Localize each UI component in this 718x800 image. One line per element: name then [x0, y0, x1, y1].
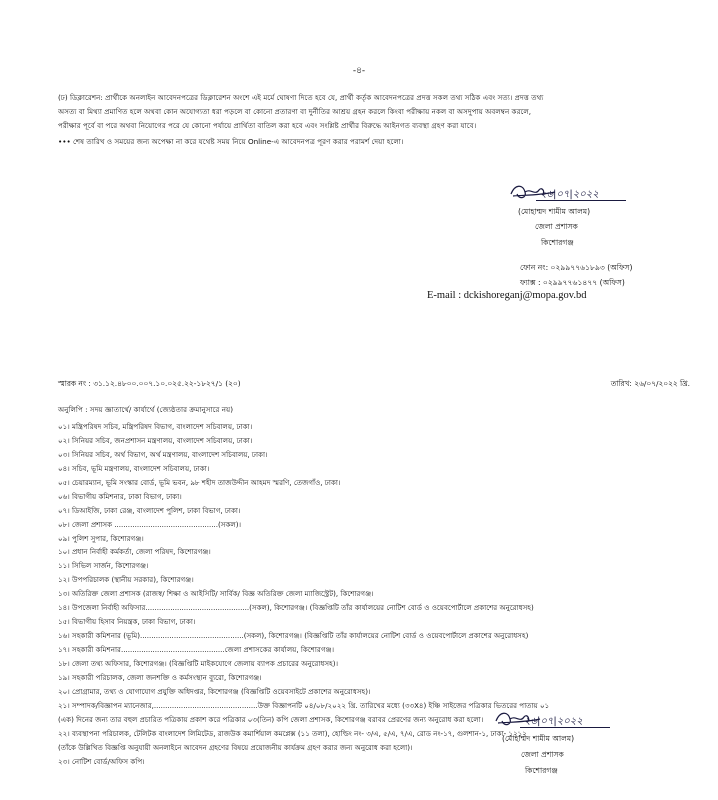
- signature-1-designation: জেলা প্রশাসক: [535, 222, 578, 231]
- list-item: (তাঁকে উল্লিখিত বিজ্ঞপ্তি অনুযায়ী অনলাইনে আবেদন গ্রহণের বিষয়ে প্রয়োজনীয় কার্যক্রম গ্রহণ করার জন্য অনুরোধ করা হলো)।: [58, 742, 413, 752]
- list-item: ০৯। পুলিশ সুপার, কিশোরগঞ্জ।: [58, 533, 144, 543]
- list-item: ২৩। নোটিশ বোর্ড/অফিস কপি।: [58, 756, 145, 766]
- signature-1-date: ২৬|০৭|২০২২: [540, 189, 599, 200]
- cc-heading: অনুলিপি : সদয় জ্ঞাতার্থে/ কার্যার্থে (জ্যেষ্ঠতার ক্রমানুসারে নয়): [58, 405, 234, 414]
- email-label: E-mail :: [427, 290, 462, 301]
- list-item: ০৬। বিভাগীয় কমিশনার, ঢাকা বিভাগ, ঢাকা।: [58, 491, 182, 501]
- signature-1-phone: ফোন নং: ০২৯৯৭৭৬১৮৯৩ (অফিস): [520, 263, 633, 272]
- email-address[interactable]: dckishoreganj@mopa.gov.bd: [463, 290, 587, 301]
- signature-1-name: (মোহাম্মদ শামীম আলম): [518, 207, 591, 216]
- list-item: ১৯। সহকারী পরিচালক, জেলা জনশক্তি ও কর্মসংস্থান ব্যুরো, কিশোরগঞ্জ।: [58, 672, 262, 682]
- advice-line: ••• শেষ তারিখ ও সময়ের জন্য অপেক্ষা না করে যথেষ্ট সময় নিয়ে Online-এ আবেদনপত্র পূরণ করার পরামর্শ দেয়া হলো।: [58, 137, 404, 146]
- email-row: [427, 290, 586, 303]
- declaration-line-3: পরীক্ষার পূর্বে বা পরে অথবা নিয়োগের পরে যে কোনো পর্যায়ে প্রার্থিতা বাতিল করা হবে এবং সংশ্লিষ্ট প্রার্থীর বিরুদ্ধে আইনগত ব্যবস্থা গ্রহণ করা যাবে।: [58, 121, 477, 130]
- list-item: ১৬। সহকারী কমিশনার (ভূমি)..............................................(সকল), কিশোরগঞ্জ। (বিজ্ঞপ্তিটি তাঁর কার্যালয়ের নোটিশ বোর্ড ও ওয়েবপোর্টালে প্রকাশের অনুরোধসহ): [58, 631, 529, 641]
- list-item: ১৭। সহকারী কমিশনার..............................................জেলা প্রশাসকের কার্যালয়, কিশোরগঞ্জ।: [58, 645, 335, 654]
- signature-2-date: ২৬|০৭|২০২২: [524, 716, 583, 727]
- signature-1-underline: [536, 187, 626, 201]
- list-item: ১২। উপপরিচালক (স্থানীয় সরকার), কিশোরগঞ্জ।: [58, 575, 194, 585]
- list-item: ০২। সিনিয়র সচিব, জনপ্রশাসন মন্ত্রণালয়, বাংলাদেশ সচিবালয়, ঢাকা।: [58, 435, 253, 445]
- signature-1-fax: ফ্যাক্স : ০২৯৯৭৭৬১৪৭৭ (অফিস): [520, 278, 625, 287]
- list-item: ১০। প্রধান নির্বাহী কর্মকর্তা, জেলা পরিষদ, কিশোরগঞ্জ।: [58, 547, 211, 557]
- list-item: ০৫। চেয়ারম্যান, ভূমি সংস্কার বোর্ড, ভূমি ভবন, ৯৮ শহীদ তাজউদ্দীন আহমদ স্মরণি, তেজগাঁও, ঢাকা।: [58, 477, 341, 487]
- list-item: ০৭। ডিআইজি, ঢাকা রেঞ্জ, বাংলাদেশ পুলিশ, ঢাকা বিভাগ, ঢাকা।: [58, 505, 241, 515]
- list-item: ০৩। সিনিয়র সচিব, অর্থ বিভাগ, অর্থ মন্ত্রণালয়, বাংলাদেশ সচিবালয়, ঢাকা।: [58, 449, 268, 459]
- signature-1-district: কিশোরগঞ্জ: [541, 238, 574, 247]
- memo-number: স্মারক নং : ৩১.১২.৪৮০০.০০৭.১০.০২৫.২২-১৮২৭/১ (২০): [58, 379, 241, 388]
- declaration-line-1: (ঢ) ডিক্লারেশন: প্রার্থীকে অনলাইন আবেদনপত্রের ডিক্লারেশন অংশে এই মর্মে ঘোষণা দিতে হবে যে, প্রার্থী কর্তৃক আবেদনপত্রের প্রদত্ত সকল তথ্য সঠিক এবং সত্য। প্রদত্ত তথ্য: [58, 93, 544, 102]
- signature-2-designation: জেলা প্রশাসক: [521, 750, 564, 759]
- memo-date: তারিখ: ২৬/০৭/২০২২ খ্রি.: [610, 379, 690, 388]
- list-item: ১৮। জেলা তথ্য অফিসার, কিশোরগঞ্জ। (বিজ্ঞপ্তিটি মাইকযোগে জেলায় ব্যাপক প্রচারের অনুরোধসহ)।: [58, 658, 339, 668]
- signature-2-district: কিশোরগঞ্জ: [525, 766, 558, 775]
- list-item: ১৩। অতিরিক্ত জেলা প্রশাসক (রাজস্ব/ শিক্ষা ও আইসিটি/ সার্বিক/ বিজ্ঞ অতিরিক্ত জেলা ম্যাজিস্ট্রেট), কিশোরগঞ্জ।: [58, 589, 374, 599]
- list-item: ২২। ব্যবস্থাপনা পরিচালক, টেলিটক বাংলাদেশ লিমিটেড, রাজউক কমার্শিয়াল কমপ্লেক্স (১১ তলা), হোল্ডিং নং- ৩/এ, ৫/এ, ৭/এ, রোড নং-১৭, গুলশান-১, ঢাকা- ১২১২: [58, 728, 527, 738]
- list-item: ০৪। সচিব, ভূমি মন্ত্রণালয়, বাংলাদেশ সচিবালয়, ঢাকা।: [58, 463, 210, 473]
- list-item: ১১। সিভিল সার্জন, কিশোরগঞ্জ।: [58, 561, 149, 571]
- list-item: ০১। মন্ত্রিপরিষদ সচিব, মন্ত্রিপরিষদ বিভাগ, বাংলাদেশ সচিবালয়, ঢাকা।: [58, 422, 253, 431]
- list-item: ২০। প্রোগ্রামার, তথ্য ও যোগাযোগ প্রযুক্তি অধিদপ্তর, কিশোরগঞ্জ (বিজ্ঞপ্তিটি ওয়েবসাইটে প্রকাশের অনুরোধসহ)।: [58, 686, 371, 696]
- list-item: ১৫। বিভাগীয় হিসাব নিয়ন্ত্রক, ঢাকা বিভাগ, ঢাকা।: [58, 617, 196, 627]
- declaration-line-2: অসত্য বা মিথ্যা প্রমাণিত হলে অথবা কোন অযোগ্যতা ধরা পড়লে বা কোনো প্রতারণা বা দুর্নীতির আশ্রয় গ্রহন করলে কিংবা পরীক্ষায় নকল বা অসদুপায় অবলম্বন করলে,: [58, 107, 532, 116]
- page-number: -৪-: [352, 66, 366, 76]
- signature-2-underline: [520, 714, 610, 728]
- signature-2-name: (মোহাম্মদ শামীম আলম): [502, 734, 575, 743]
- list-item: ২১। সম্পাদক/বিজ্ঞাপন ম্যানেজার,..............................................উক্ত বিজ্ঞাপনটি ০৪/০৮/২০২২ খ্রি. তারিখের মধ্যে (৩৩X৪) ইঞ্চি সাইজের পত্রিকার ভিতরের পাতায় ০১: [58, 700, 550, 710]
- list-item: (এক) দিনের জন্য তার বহুল প্রচারিত পত্রিকায় প্রকাশ করে পত্রিকার ০৩(তিন) কপি জেলা প্রশাসক, কিশোরগঞ্জ বরাবর প্রেরণের জন্য অনুরোধ করা হলো।: [58, 714, 484, 724]
- list-item: ০৮। জেলা প্রশাসক ..............................................(সকল)।: [58, 519, 242, 529]
- list-item: ১৪। উপজেলা নির্বাহী অফিসার..............................................(সকল), কিশোরগঞ্জ। (বিজ্ঞপ্তিটি তাঁর কার্যালয়ের নোটিশ বোর্ড ও ওয়েবপোর্টালে প্রকাশের অনুরোধসহ): [58, 603, 534, 613]
